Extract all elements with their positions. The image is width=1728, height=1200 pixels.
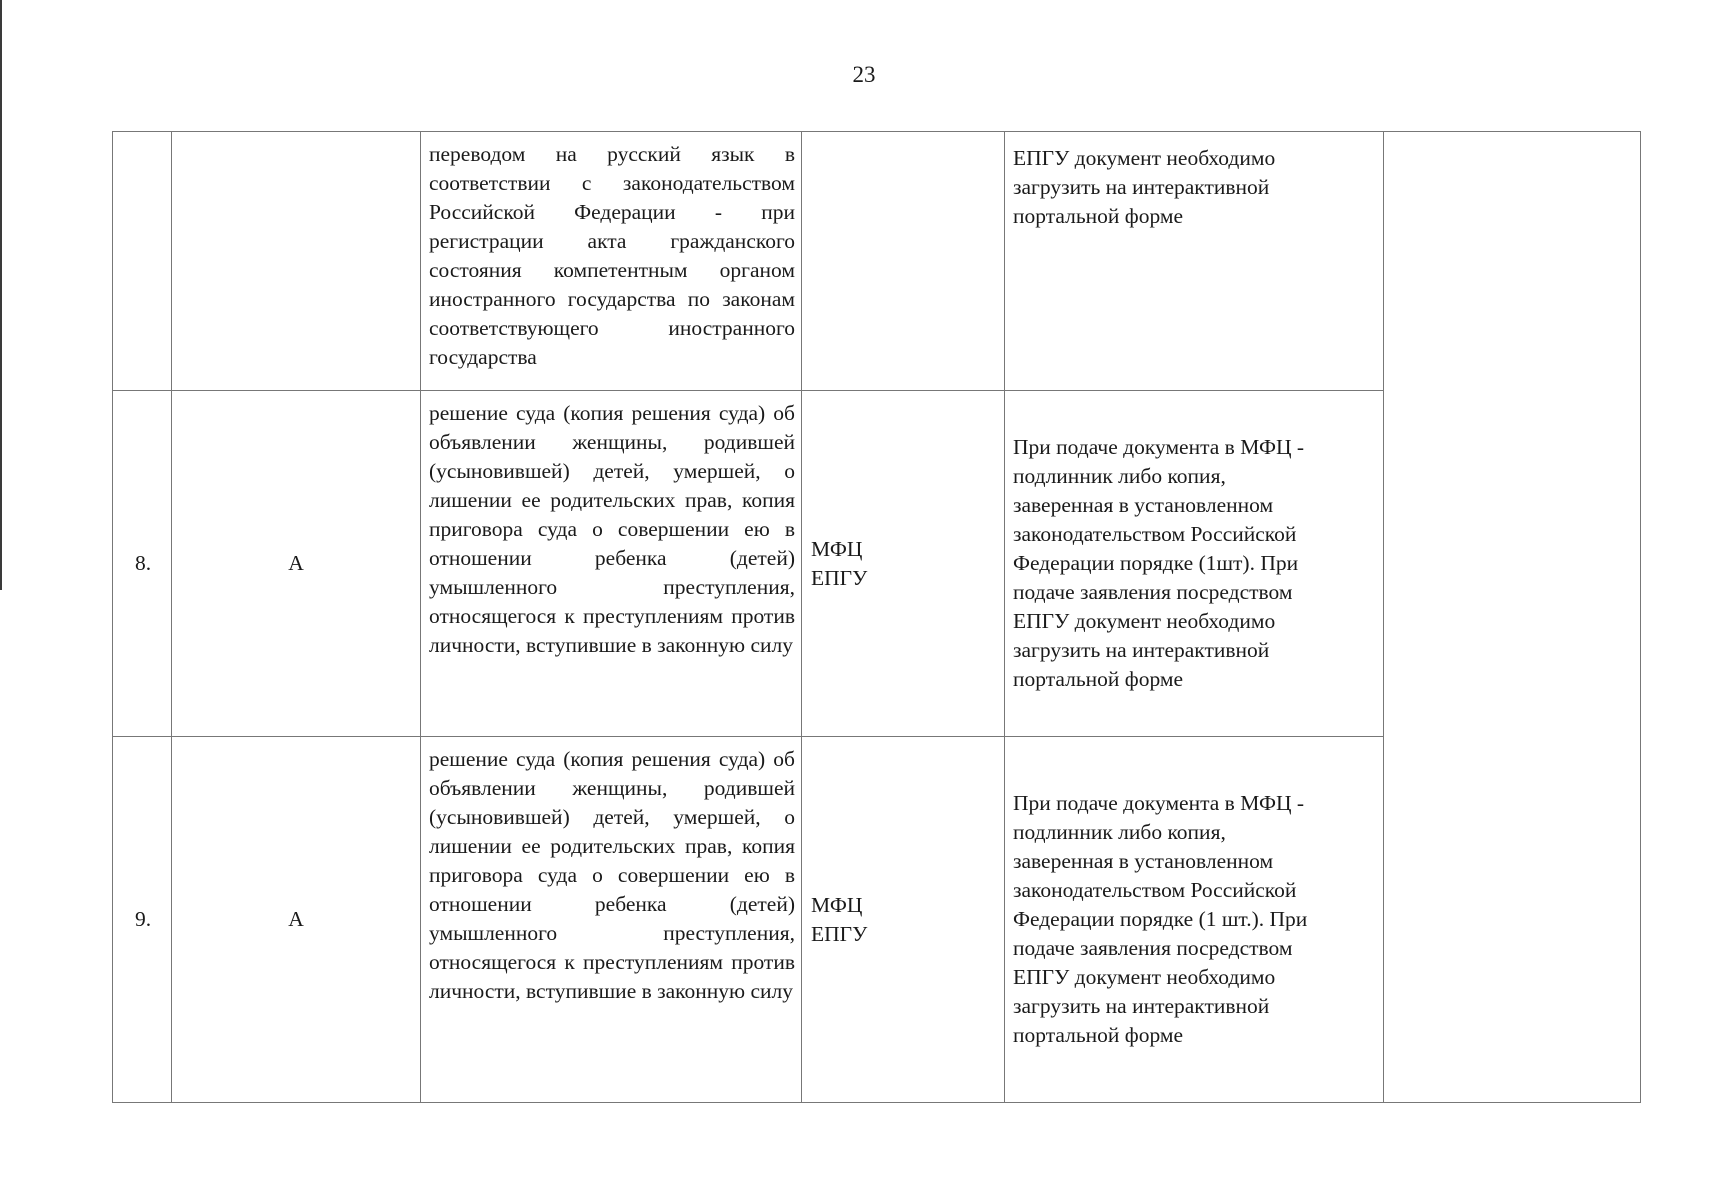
submission-note-text: При подаче документа в МФЦ - подлинник либо копия, заверенная в установленном законодательством Российской Федерации порядке (1шт). При подаче заявления посредством ЕПГУ документ необходимо загрузить на интерактивной портальной форме [1013,435,1305,691]
row-number: 9. [113,737,172,1103]
submission-channel-text: МФЦ ЕПГУ [811,892,868,946]
row-code: А [172,391,421,737]
document-description: переводом на русский язык в соответствии с законодательством Российской Федерации - при регистрации акта гражданского состояния компетентным органом иностранного государства по законам соответствующего иностранного государства [421,132,802,391]
submission-note [1005,737,1384,1103]
document-description: решение суда (копия решения суда) об объявлении женщины, родившей (усыновившей) детей, умершей, о лишении ее родительских прав, копия приговора суда о совершении ею в отношении ребенка (детей) умышленного преступления, относящегося к преступлениям против личности, вступившие в законную силу [421,391,802,737]
document-description: решение суда (копия решения суда) об объявлении женщины, родившей (усыновившей) детей, умершей, о лишении ее родительских прав, копия приговора суда о совершении ею в отношении ребенка (детей) умышленного преступления, относящегося к преступлениям против личности, вступившие в законную силу [421,737,802,1103]
page-number: 23 [852,62,876,87]
row-code [172,132,421,391]
submission-channel-text: МФЦ ЕПГУ [811,536,868,590]
scan-left-edge [0,0,2,590]
empty-column-cell [1384,132,1641,1103]
row-number [113,132,172,391]
submission-channel [802,132,1005,391]
submission-note-text: При подаче документа в МФЦ - подлинник либо копия, заверенная в установленном законодательством Российской Федерации порядке (1 шт.). При подаче заявления посредством ЕПГУ документ необходимо загрузить на интерактивной портальной форме [1013,791,1308,1047]
table-row [113,132,1641,391]
submission-channel [802,391,1005,737]
submission-channel [802,737,1005,1103]
documents-table [112,131,1641,1103]
row-code: А [172,737,421,1103]
row-number: 8. [113,391,172,737]
submission-note-text: ЕПГУ документ необходимо загрузить на интерактивной портальной форме [1013,146,1276,228]
submission-note [1005,391,1384,737]
submission-note [1005,132,1384,391]
